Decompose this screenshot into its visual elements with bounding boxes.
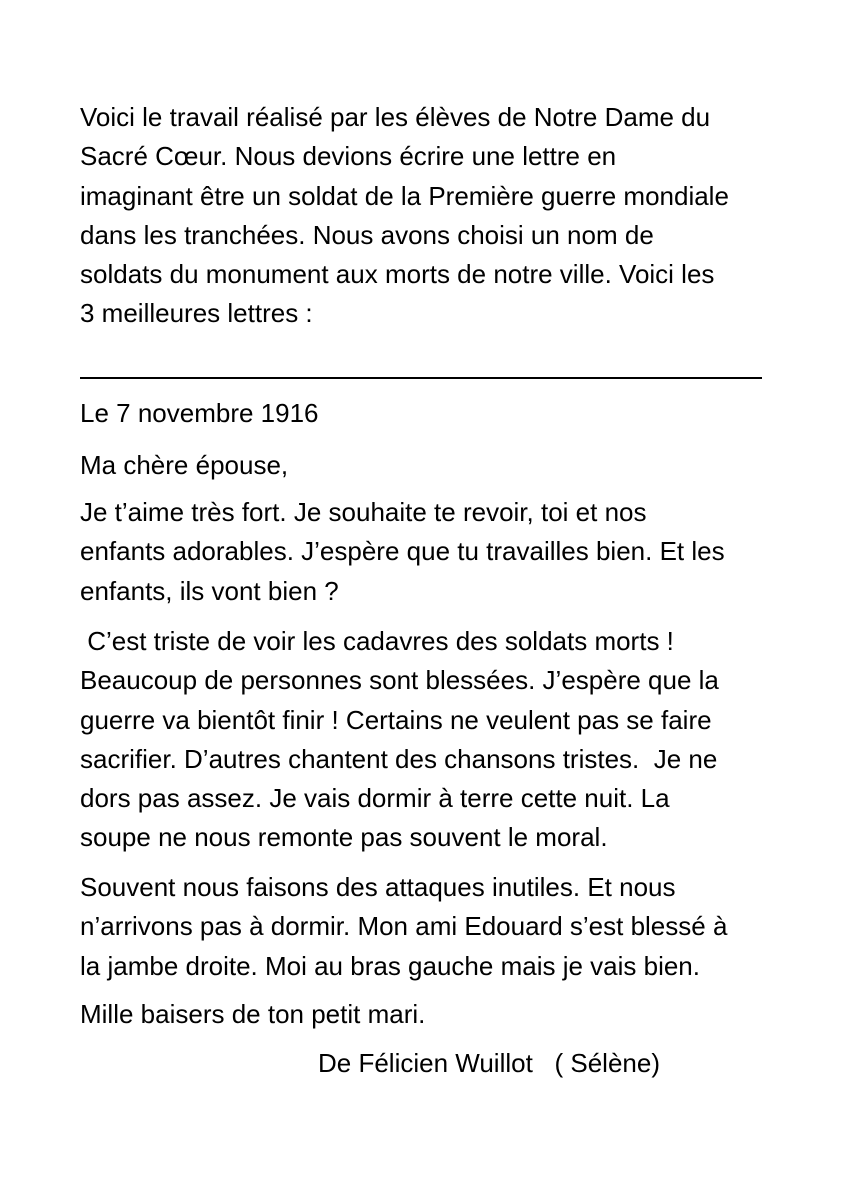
paragraph-line: enfants adorables. J’espère que tu travailles bien. Et les [80, 536, 725, 567]
letter-paragraph-3 [80, 868, 820, 986]
paragraph-line: C’est triste de voir les cadavres des soldats morts ! [80, 626, 674, 656]
letter-date [80, 394, 820, 433]
paragraph-line: Beaucoup de personnes sont blessées. J’espère que la [80, 665, 719, 696]
letter-closing [80, 995, 820, 1034]
paragraph-line: dors pas assez. Je vais dormir à terre cette nuit. La [80, 783, 670, 814]
paragraph-line: la jambe droite. Moi au bras gauche mais je vais bien. [80, 950, 700, 981]
paragraph-line: sacrifier. D’autres chantent des chansons tristes. Je ne [80, 743, 718, 774]
paragraph-line: n’arrivons pas à dormir. Mon ami Edouard s’est blessé à [80, 911, 728, 942]
letter-signature: De Félicien Wuillot ( Sélène) [318, 1048, 660, 1078]
paragraph-line: Souvent nous faisons des attaques inutiles. Et nous [80, 872, 676, 902]
paragraph-line: soupe ne nous remonte pas souvent le moral. [80, 822, 608, 853]
paragraph-line: guerre va bientôt finir ! Certains ne veulent pas se faire [80, 704, 712, 735]
paragraph-line: enfants, ils vont bien ? [80, 575, 339, 606]
intro-line: imaginant être un soldat de la Première guerre mondiale [80, 180, 729, 211]
letter-date-text: Le 7 novembre 1916 [80, 398, 319, 428]
letter-paragraph-2 [80, 622, 820, 858]
intro-line: soldats du monument aux morts de notre ville. Voici les [80, 259, 715, 290]
letter-paragraph-1 [80, 493, 820, 611]
intro-paragraph [80, 98, 820, 334]
letter-closing-text: Mille baisers de ton petit mari. [80, 999, 426, 1029]
intro-line: Voici le travail réalisé par les élèves de Notre Dame du [80, 102, 711, 132]
letter-salutation [80, 446, 820, 485]
intro-line: 3 meilleures lettres : [80, 298, 313, 329]
letter-salutation-text: Ma chère épouse, [80, 450, 289, 480]
paragraph-line: Je t’aime très fort. Je souhaite te revoir, toi et nos [80, 497, 647, 527]
intro-line: dans les tranchées. Nous avons choisi un nom de [80, 219, 654, 250]
separator-line [80, 377, 762, 379]
intro-line: Sacré Cœur. Nous devions écrire une lettre en [80, 141, 617, 172]
